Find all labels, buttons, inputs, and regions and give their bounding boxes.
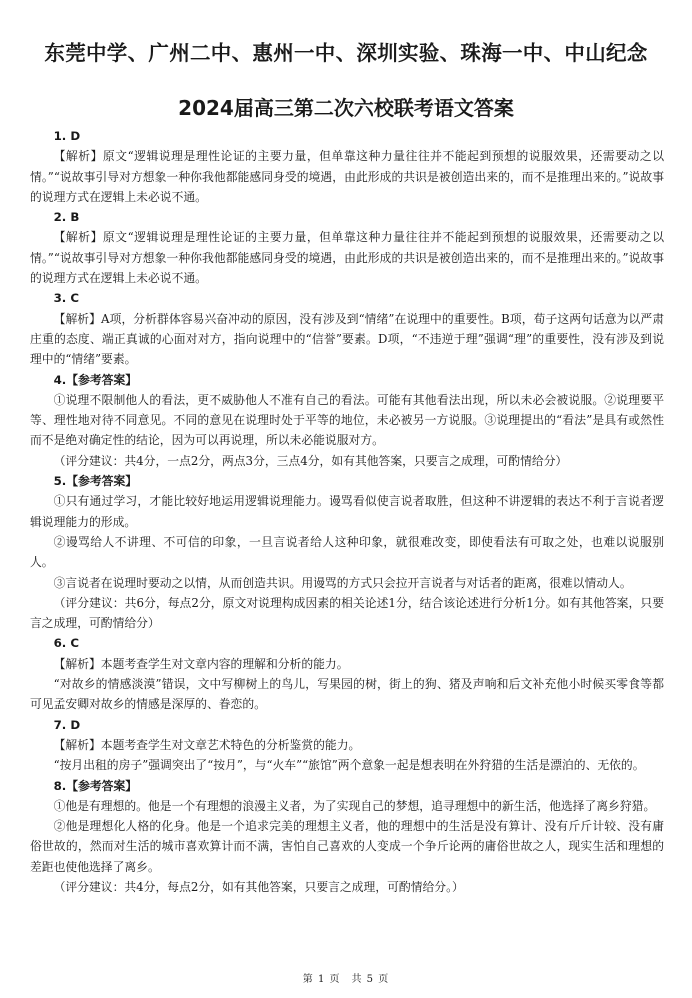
question-number: 4.【参考答案】 (53, 372, 138, 387)
exam-title: 2024届高三第二次六校联考语文答案 (178, 96, 514, 120)
answer-paragraph: 【解析】A项，分析群体容易兴奋冲动的原因，没有涉及到“情绪”在说理中的重要性。B项，荀子这两句话意为以严肃庄重的态度、端正真诚的心面对对方，指向说理中的“信誉”要素。D项，“不违逆于理”强调“理”的重要性，没有涉及到说理中的“情绪”要素。 (30, 311, 664, 367)
answer-paragraph: （评分建议：共4分，一点2分，两点3分，三点4分，如有其他答案，只要言之成理，可酌情给分） (53, 453, 568, 468)
answer-paragraph: （评分建议：共4分，每点2分，如有其他答案，只要言之成理，可酌情给分。） (53, 879, 464, 894)
answer-paragraph: 【解析】本题考查学生对文章艺术特色的分析鉴赏的能力。 (53, 737, 361, 752)
question-number: 3. C (53, 291, 80, 306)
answer-paragraph: 【解析】本题考查学生对文章内容的理解和分析的能力。 (53, 656, 349, 671)
question-number: 2. B (53, 210, 80, 225)
question-number: 6. C (53, 636, 80, 651)
answer-paragraph: （评分建议：共6分，每点2分，原文对说理构成因素的相关论述1分，结合该论述进行分析1分。如有其他答案，只要言之成理，可酌情给分） (30, 595, 664, 631)
question-number: 8.【参考答案】 (53, 778, 138, 793)
answer-paragraph: 【解析】原文“逻辑说理是理性论证的主要力量，但单靠这种力量往往并不能起到预想的说服效果，还需要动之以情。”“说故事引导对方想象一种你我他都能感同身受的境遇，由此形成的共识是被创造出来的，而不是推理出来的。”说故事的说理方式在逻辑上未必说不通。 (30, 149, 664, 204)
answer-paragraph: ③言说者在说理时要动之以情，从而创造共识。用谩骂的方式只会拉开言说者与对话者的距离，很难以情动人。 (53, 575, 632, 590)
page-number: 第 1 页 共 5 页 (302, 974, 390, 985)
question-number: 7. D (53, 717, 81, 732)
answer-paragraph: 【解析】原文“逻辑说理是理性论证的主要力量，但单靠这种力量往往并不能起到预想的说服效果，还需要动之以情。”“说故事引导对方想象一种你我他都能感同身受的境遇，由此形成的共识是被创造出来的，而不是推理出来的。”说故事的说理方式在逻辑上未必说不通。 (30, 230, 664, 286)
answer-paragraph: ①说理不限制他人的看法，更不威胁他人不准有自己的看法。可能有其他看法出现，所以未必会被说服。②说理要平等、理性地对待不同意见。不同的意见在说理时处于平等的地位，未必被另一方说服。③说理提出的“看法”是具有或然性而不是绝对确定性的结论，因为可以再说理，所以未必能说服对方。 (30, 392, 664, 448)
question-number: 5.【参考答案】 (53, 474, 138, 489)
school-list-title: 东莞中学、广州二中、惠州一中、深圳实验、珠海一中、中山纪念 (44, 41, 648, 65)
answer-paragraph: ②谩骂给人不讲理、不可信的印象，一旦言说者给人这种印象，就很难改变，即使看法有可取之处，也难以说服别人。 (30, 534, 664, 570)
answer-paragraph: ②他是理想化人格的化身。他是一个追求完美的理想主义者，他的理想中的生活是没有算计、没有斤斤计较、没有庸俗世故的，然而对生活的城市喜欢算计而不满，害怕自己喜欢的人变成一个争斤论两的庸俗世故之人，现实生活和理想的差距也使他选择了离乡。 (30, 819, 664, 874)
answer-paragraph: ①他是有理想的。他是一个有理想的浪漫主义者，为了实现自己的梦想，追寻理想中的新生活，他选择了离乡狩猎。 (53, 798, 656, 813)
answer-paragraph: “对故乡的情感淡漠”错误，文中写柳树上的鸟儿，写果园的树，街上的狗、猪及声响和后文补充他小时候买零食等都可见孟安卿对故乡的情感是深厚的、眷恋的。 (30, 677, 664, 712)
question-number: 1. D (53, 129, 81, 143)
answer-paragraph: ①只有通过学习，才能比较好地运用逻辑说理能力。谩骂看似使言说者取胜，但这种不讲逻辑的表达不利于言说者逻辑说理能力的形成。 (30, 494, 664, 529)
answer-body (30, 126, 664, 897)
answer-paragraph: “按月出租的房子”强调突出了“按月”，与“火车”“旅馆”两个意象一起是想表明在外狩猎的生活是漂泊的、无依的。 (53, 758, 645, 773)
